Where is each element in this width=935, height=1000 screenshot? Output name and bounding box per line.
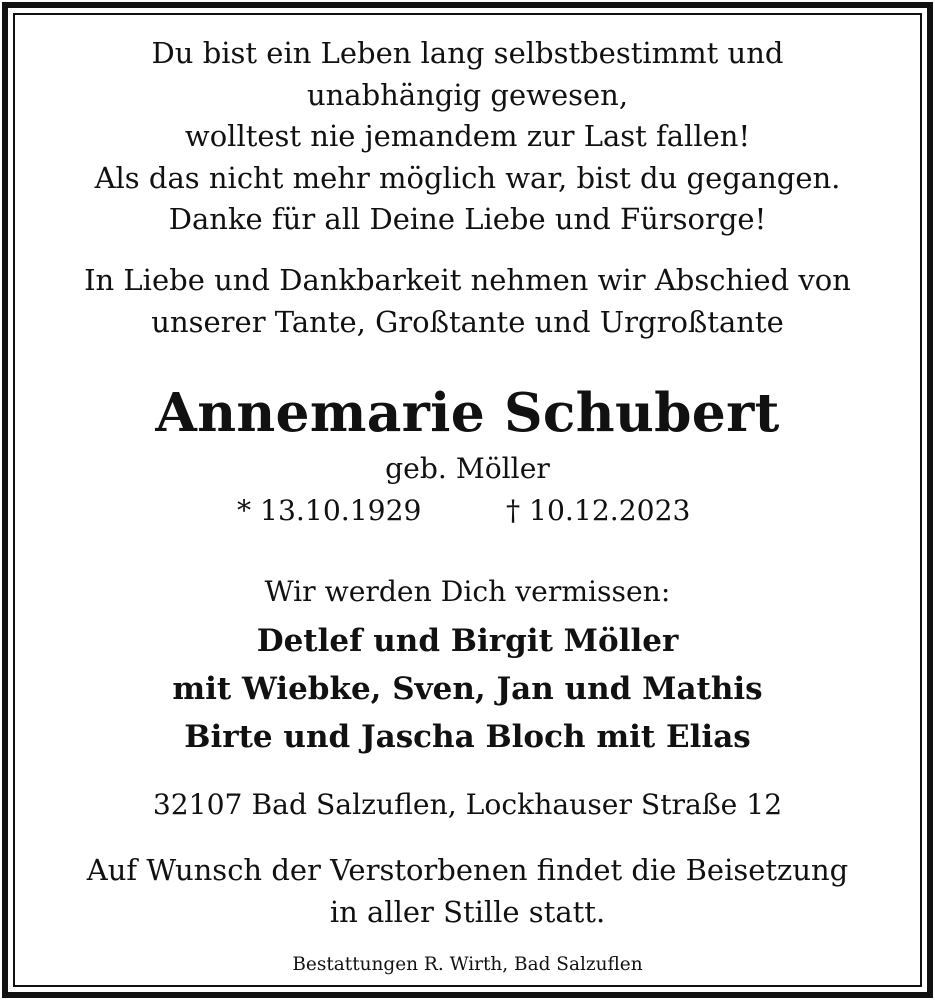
maiden-name: geb. Möller <box>385 452 550 485</box>
farewell-text <box>15 259 920 343</box>
mourners-intro: Wir werden Dich vermissen: <box>264 575 671 608</box>
obituary <box>15 15 920 985</box>
address: 32107 Bad Salzuflen, Lockhauser Straße 12 <box>152 788 783 821</box>
burial-notice <box>15 849 920 933</box>
farewell-line: unserer Tante, Großtante und Urgroßtante <box>151 305 784 339</box>
birth-date: * 13.10.1929 <box>237 494 422 527</box>
poem <box>15 33 920 241</box>
poem-line: Du bist ein Leben lang selbstbestimmt und <box>151 36 784 70</box>
deceased-name: Annemarie Schubert <box>155 381 780 444</box>
poem-line: Als das nicht mehr möglich war, bist du gegangen. <box>94 160 841 195</box>
notice-line: Auf Wunsch der Verstorbenen findet die Beisetzung <box>86 853 849 887</box>
poem-line: unabhängig gewesen, <box>306 77 629 112</box>
death-date: † 10.12.2023 <box>506 494 691 527</box>
mourner-line: Birte und Jascha Bloch mit Elias <box>184 719 751 755</box>
poem-line: Danke für all Deine Liebe und Fürsorge! <box>168 202 767 236</box>
mourner-line: mit Wiebke, Sven, Jan und Mathis <box>172 671 763 707</box>
mourners-list <box>15 617 920 761</box>
undertaker: Bestattungen R. Wirth, Bad Salzuflen <box>292 954 643 975</box>
mourner-line: Detlef und Birgit Möller <box>256 623 679 659</box>
notice-line: in aller Stille statt. <box>329 895 606 929</box>
farewell-line: In Liebe und Dankbarkeit nehmen wir Abschied von <box>84 263 851 297</box>
poem-line: wolltest nie jemandem zur Last fallen! <box>184 119 751 153</box>
